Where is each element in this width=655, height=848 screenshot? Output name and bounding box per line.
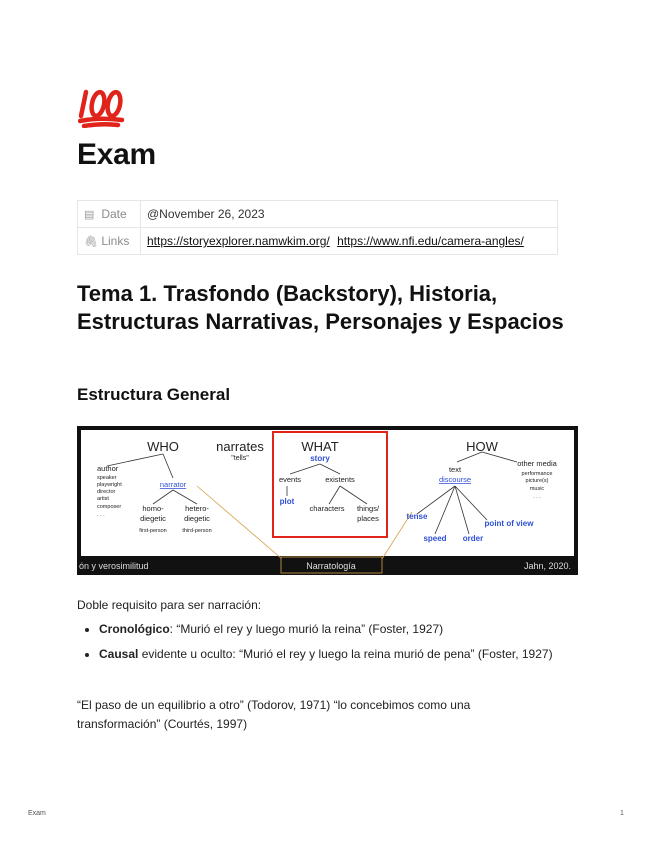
diagram-hetero-3: third-person [182,528,212,534]
diagram-music: music [529,486,545,492]
diagram-narrator: narrator [159,480,187,489]
diagram-pov: point of view [484,519,534,528]
bullet-list [77,620,569,670]
narratology-diagram [77,426,578,575]
diagram-director: director [97,489,116,495]
diagram-homo-3: first-person [139,528,167,534]
diagram-homo-1: homo- [142,504,164,513]
diagram-who: WHO [147,439,179,454]
property-row-links [78,228,558,255]
diagram-other-media: other media [517,459,557,468]
diagram-plot: plot [279,497,295,506]
diagram-how: HOW [466,439,498,454]
link-nfi-camera-angles[interactable]: https://www.nfi.edu/camera-angles/ [337,234,524,248]
intro-text: Doble requisito para ser narración: [77,598,262,612]
diagram-story: story [310,454,330,463]
diagram-narrates: narrates [216,439,264,454]
diagram-existents: existents [325,475,355,484]
diagram-hetero-2: diegetic [184,514,210,523]
diagram-what: WHAT [301,439,339,454]
hundred-points-icon [78,84,126,128]
diagram-speaker: speaker [97,475,117,481]
heading-tema-1: Tema 1. Trasfondo (Backstory), Historia, Estructuras Narrativas, Personajes y Espacios [77,281,564,334]
diagram-dots: . . . [97,512,105,518]
property-key: Links [101,234,130,248]
page-title: Exam [77,138,156,171]
diagram-dots: . . . [533,494,541,500]
diagram-caption-mid: Narratología [306,561,356,571]
property-row-date [78,201,558,228]
list-item: • Causal evidente u oculto: “Murió el rey y luego la reina murió de pena” (Foster, 1927) [99,645,569,664]
diagram-places: places [357,514,379,523]
diagram-characters: characters [309,504,345,513]
paperclip-icon: 🖇︎ [84,236,98,248]
diagram-homo-2: diegetic [140,514,166,523]
diagram-things: things/ [356,504,380,513]
quote-text: “El paso de un equilibrio a otro” (Todorov, 1971) “lo concebimos como una transformación” (Courtés, 1997) [77,698,471,731]
diagram-performance: performance [521,471,553,477]
diagram-tense: tense [406,512,428,521]
diagram-speed: speed [423,534,447,543]
diagram-discourse: discourse [438,475,472,484]
property-key: Date [101,207,127,221]
link-storyexplorer[interactable]: https://storyexplorer.namwkim.org/ [147,234,330,248]
diagram-playwright: playwright [97,482,122,488]
diagram-hetero-1: hetero- [185,504,209,513]
diagram-events: events [278,475,302,484]
diagram-caption-right: Jahn, 2020. [523,561,571,571]
footer-page-number: 1 [620,810,624,817]
footer-title: Exam [28,810,46,817]
diagram-composer: composer [97,504,122,510]
diagram-text: text [448,465,462,474]
calendar-icon: ▤ [84,209,95,221]
diagram-caption-left: ón y verosimilitud [79,561,149,571]
diagram-artist: artist [97,496,109,502]
heading-estructura-general: Estructura General [77,385,231,404]
diagram-tells: "tells" [231,455,249,462]
property-value-date[interactable]: @November 26, 2023 [141,201,558,228]
properties-table [77,200,558,255]
diagram-order: order [462,534,484,543]
diagram-author: author [97,464,119,473]
list-item: • Cronológico: “Murió el rey y luego murió la reina” (Foster, 1927) [99,620,569,639]
diagram-pictures: picture(s) [525,478,549,484]
